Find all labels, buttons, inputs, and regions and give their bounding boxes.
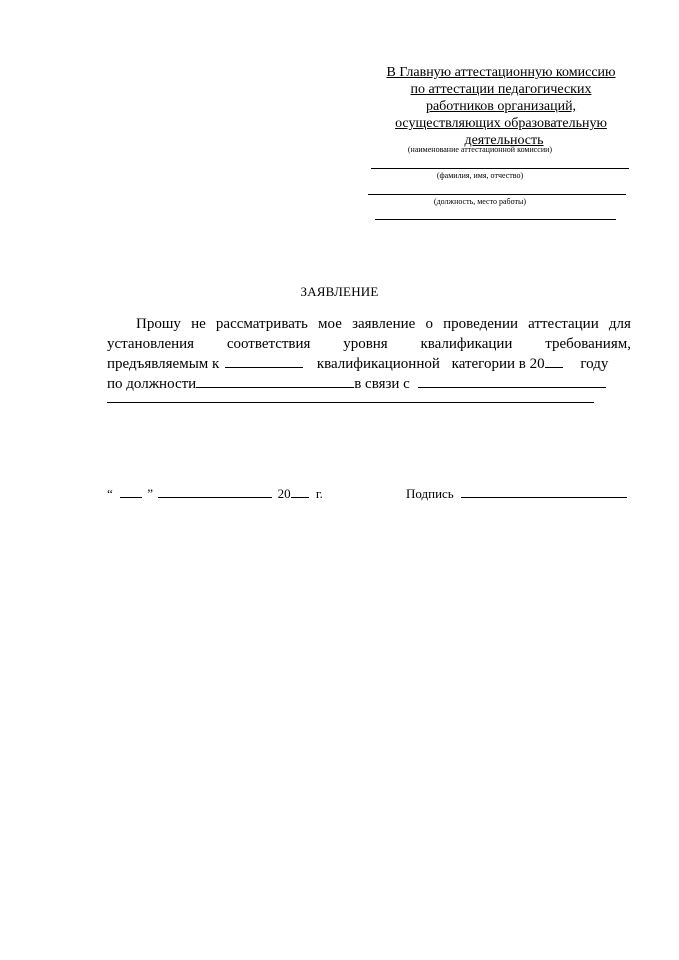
body-line-2-word: квалификации [420, 336, 513, 352]
body-line-1-word: заявление [352, 316, 416, 332]
body-line-3-text-d: году [580, 356, 609, 372]
addressee-line-5: деятельность [464, 133, 544, 148]
body-line-2 [107, 334, 631, 354]
rule-position-line [368, 194, 626, 195]
body-line-1-word: Прошу [136, 316, 181, 332]
date-quote-open: “ [107, 486, 113, 501]
category-blank [225, 354, 303, 368]
position-blank [196, 374, 354, 388]
body-line-1-word: для [608, 316, 631, 332]
day-blank [120, 484, 142, 498]
body-line-4 [107, 374, 631, 394]
signature-blank [461, 484, 627, 498]
body-line-1-word: мое [318, 316, 342, 332]
body-line-1-word: рассматривать [215, 316, 308, 332]
body-line-4-text-b: в связи с [354, 376, 410, 392]
body-line-1 [136, 314, 631, 334]
addressee-line-3: работников организаций, [425, 99, 577, 114]
signature-line [406, 484, 627, 502]
date-year-prefix: 20 [277, 486, 291, 501]
rule-workplace-line [375, 219, 616, 220]
rule-name-line [371, 168, 629, 169]
addressee-line-1: В Главную аттестационную комиссию [386, 65, 616, 80]
body-line-2-word: соответствия [226, 336, 311, 352]
date-year-suffix: г. [315, 486, 323, 501]
date-line [107, 484, 323, 502]
body-line-3-text-c: категории в 20 [451, 356, 545, 372]
month-blank [158, 484, 272, 498]
body-line-3-text-a: предъявляемым к [107, 356, 220, 372]
body-line-1-word: о [425, 316, 433, 332]
body-line-2-word: требованиям, [545, 336, 631, 352]
document-title: ЗАЯВЛЕНИЕ [300, 284, 379, 299]
body-line-1-word: проведении [443, 316, 518, 332]
caption-name: (фамилия, имя, отчество) [436, 171, 524, 180]
body-line-4-text-a: по должности [107, 376, 197, 392]
signature-label: Подпись [406, 486, 454, 501]
body-line-2-word: уровня [343, 336, 388, 352]
addressee-line-2: по аттестации педагогических [410, 82, 592, 97]
date-quote-close: ” [147, 486, 154, 501]
body-line-3-text-b: квалификационной [316, 356, 440, 372]
year-blank [545, 354, 563, 368]
caption-commission: (наименование аттестационной комиссии) [407, 145, 553, 154]
reason-blank [418, 374, 606, 388]
body-line-3 [107, 354, 631, 374]
body-line-1-word: не [191, 316, 206, 332]
reason-continuation-line [107, 402, 594, 403]
caption-position: (должность, место работы) [433, 197, 527, 206]
addressee-line-4: осуществляющих образовательную [395, 116, 607, 131]
body-line-2-word: установления [107, 336, 195, 352]
date-year-blank [291, 484, 309, 498]
body-line-1-word: аттестации [528, 316, 599, 332]
addressee-block [365, 64, 637, 149]
